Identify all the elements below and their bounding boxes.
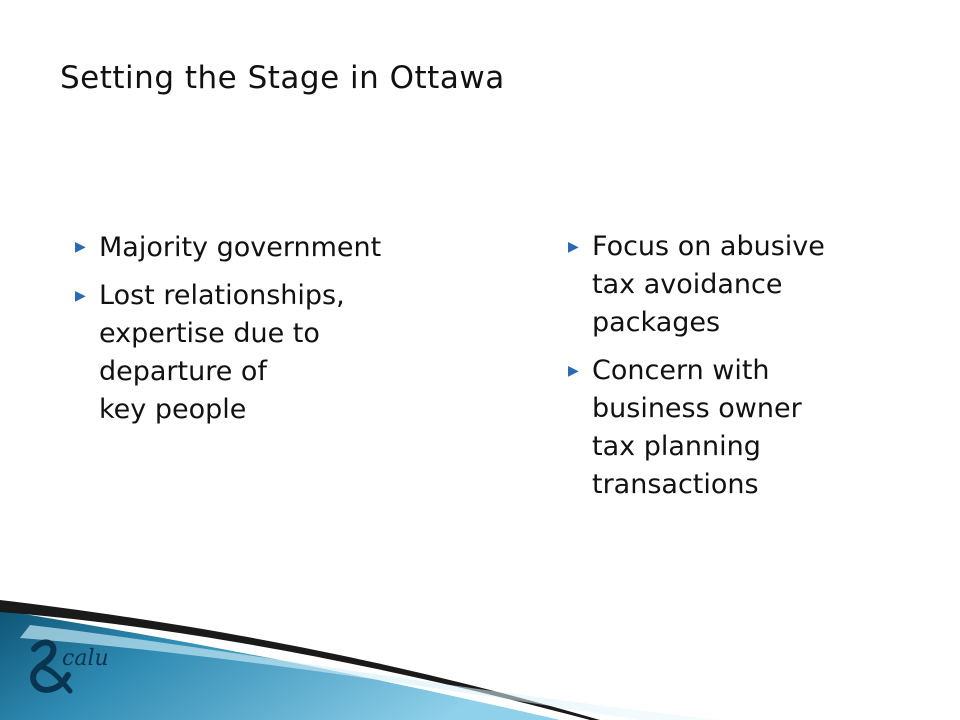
logo-text: calu xyxy=(62,646,109,671)
bullet-text: Majority government xyxy=(99,232,382,263)
right-bullet-list xyxy=(568,228,898,514)
bullet-item xyxy=(75,228,435,267)
triangle-right-icon: ▶ xyxy=(568,363,579,379)
triangle-right-icon: ▶ xyxy=(75,288,86,304)
left-bullet-list xyxy=(75,228,435,439)
bullet-item xyxy=(568,228,898,342)
bullet-text: Focus on abusive tax avoidance packages xyxy=(592,231,825,338)
triangle-right-icon: ▶ xyxy=(568,239,579,255)
calu-logo-icon xyxy=(24,635,114,705)
bullet-item xyxy=(568,352,898,504)
slide-title: Setting the Stage in Ottawa xyxy=(60,60,505,96)
triangle-right-icon: ▶ xyxy=(75,239,86,255)
bullet-text: Concern with business owner tax planning transactions xyxy=(592,355,802,500)
bullet-text: Lost relationships, expertise due to departure of key people xyxy=(99,280,345,425)
decorative-corner-band xyxy=(0,590,960,720)
bullet-item xyxy=(75,277,435,429)
